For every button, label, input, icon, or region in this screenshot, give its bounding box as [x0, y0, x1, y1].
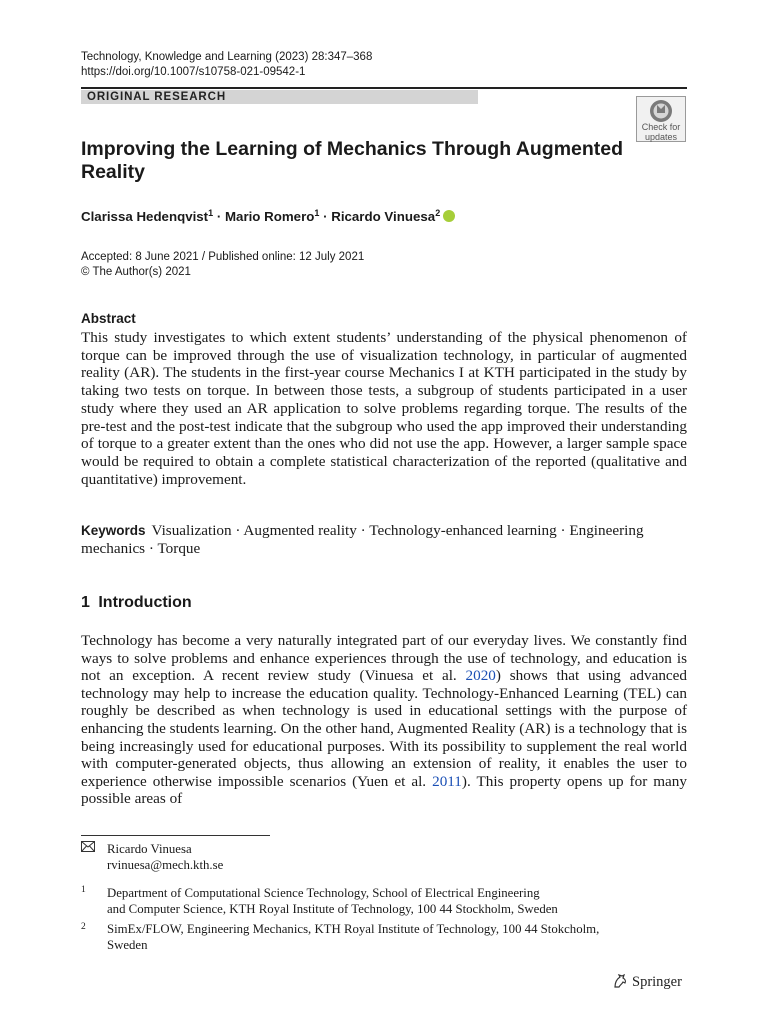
author-name[interactable]: Clarissa Hedenqvist: [81, 209, 209, 224]
publisher-name: Springer: [632, 974, 682, 990]
author-name[interactable]: Mario Romero: [224, 209, 315, 224]
author-list: Clarissa Hedenqvist$^1$ · Mario Romero$^1$ · Ricardo Vinuesa$^2$: [81, 208, 455, 224]
accepted-published-date: Accepted: 8 June 2021 / Published online: 12 July 2021: [81, 251, 365, 263]
journal-header: [81, 50, 372, 80]
abstract-heading: Abstract: [81, 311, 136, 326]
affiliation-1: Department of Computational Science Technology, School of Electrical Engineering and Computer Science, KTH Royal Institute of Technology, 100 44 Stockholm, Sweden: [107, 886, 558, 916]
citation-link[interactable]: 2020: [465, 667, 496, 685]
publisher-logo: [612, 973, 682, 991]
author-name[interactable]: Ricardo Vinuesa: [331, 209, 436, 224]
check-for-updates-label: Check for updates: [641, 122, 681, 142]
section-label: ORIGINAL RESEARCH: [87, 91, 227, 103]
corresponding-author-email[interactable]: rvinuesa@mech.kth.se: [107, 857, 224, 872]
doi-link[interactable]: https://doi.org/10.1007/s10758-021-09542-1: [81, 66, 306, 78]
keywords: [81, 522, 687, 558]
springer-horse-icon: [612, 973, 628, 989]
envelope-icon: [81, 841, 95, 857]
affiliation-marker: 2: [435, 208, 441, 218]
publication-dates: [81, 250, 364, 280]
footnote-marker: 1: [81, 885, 86, 895]
orcid-icon[interactable]: [443, 210, 455, 222]
section-heading-introduction: 1 Introduction: [81, 594, 192, 611]
paper-title: Improving the Learning of Mechanics Through Augmented Reality: [81, 138, 624, 183]
affiliation-marker: 1: [208, 208, 214, 218]
introduction-paragraph: Technology has become a very naturally integrated part of our everyday lives. We constantly find ways to solve problems and enhance experiences through the use of technology, and education is not an exception. A recent review study (Vinuesa et al. 2020) shows that using advanced technology may help to increase the education quality. Technology-Enhanced Learning (TEL) can roughly be described as when technology is used in educational settings with the purpose of enhancing the students learning. On the other hand, Augmented Reality (AR) is a technology that is being increasingly used for educational purposes. With its possibility to supplement the real world with computer-generated objects, thus allowing an extension of reality, it enables the user to experience otherwise impossible scenarios (Yuen et al. 2011). This property opens up for many possible areas of: [81, 632, 687, 808]
keywords-list: Visualization · Augmented reality · Technology-enhanced learning · Engineering mechanics · Torque: [81, 522, 644, 557]
check-for-updates-badge[interactable]: [636, 96, 686, 142]
affiliation-2: SimEx/FLOW, Engineering Mechanics, KTH Royal Institute of Technology, 100 44 Stokcholm, Sweden: [107, 922, 600, 952]
affiliation-marker: 1: [314, 208, 320, 218]
corresponding-author: [107, 842, 223, 873]
header-rule: [81, 87, 687, 89]
abstract-text: This study investigates to which extent students’ understanding of the physical phenomenon of torque can be improved through the use of visualization technology, in particular of augmented reality (AR). The students in the first-year course Mechanics I at KTH participated in the study by taking two tests on torque. In between those tests, a subgroup of students participated in a user study where they used an AR application to solve problems regarding torque. The results of the pre-test and the post-test indicate that the subgroup who used the app improved their understanding of torque to a greater extent than the ones who did not use the app. However, a larger sample space would be required to obtain a complete statistical characterization of the reported (qualitative and quantitative) improvement.: [81, 329, 687, 488]
footnote-rule: [81, 835, 270, 836]
copyright-notice: © The Author(s) 2021: [81, 266, 191, 278]
footnote-marker: 2: [81, 922, 86, 932]
corresponding-author-name: Ricardo Vinuesa: [107, 842, 192, 856]
journal-citation: Technology, Knowledge and Learning (2023) 28:347–368: [81, 51, 373, 63]
citation-link[interactable]: 2011: [432, 772, 462, 790]
keywords-label: Keywords: [81, 523, 146, 538]
check-for-updates-icon: [649, 99, 673, 123]
